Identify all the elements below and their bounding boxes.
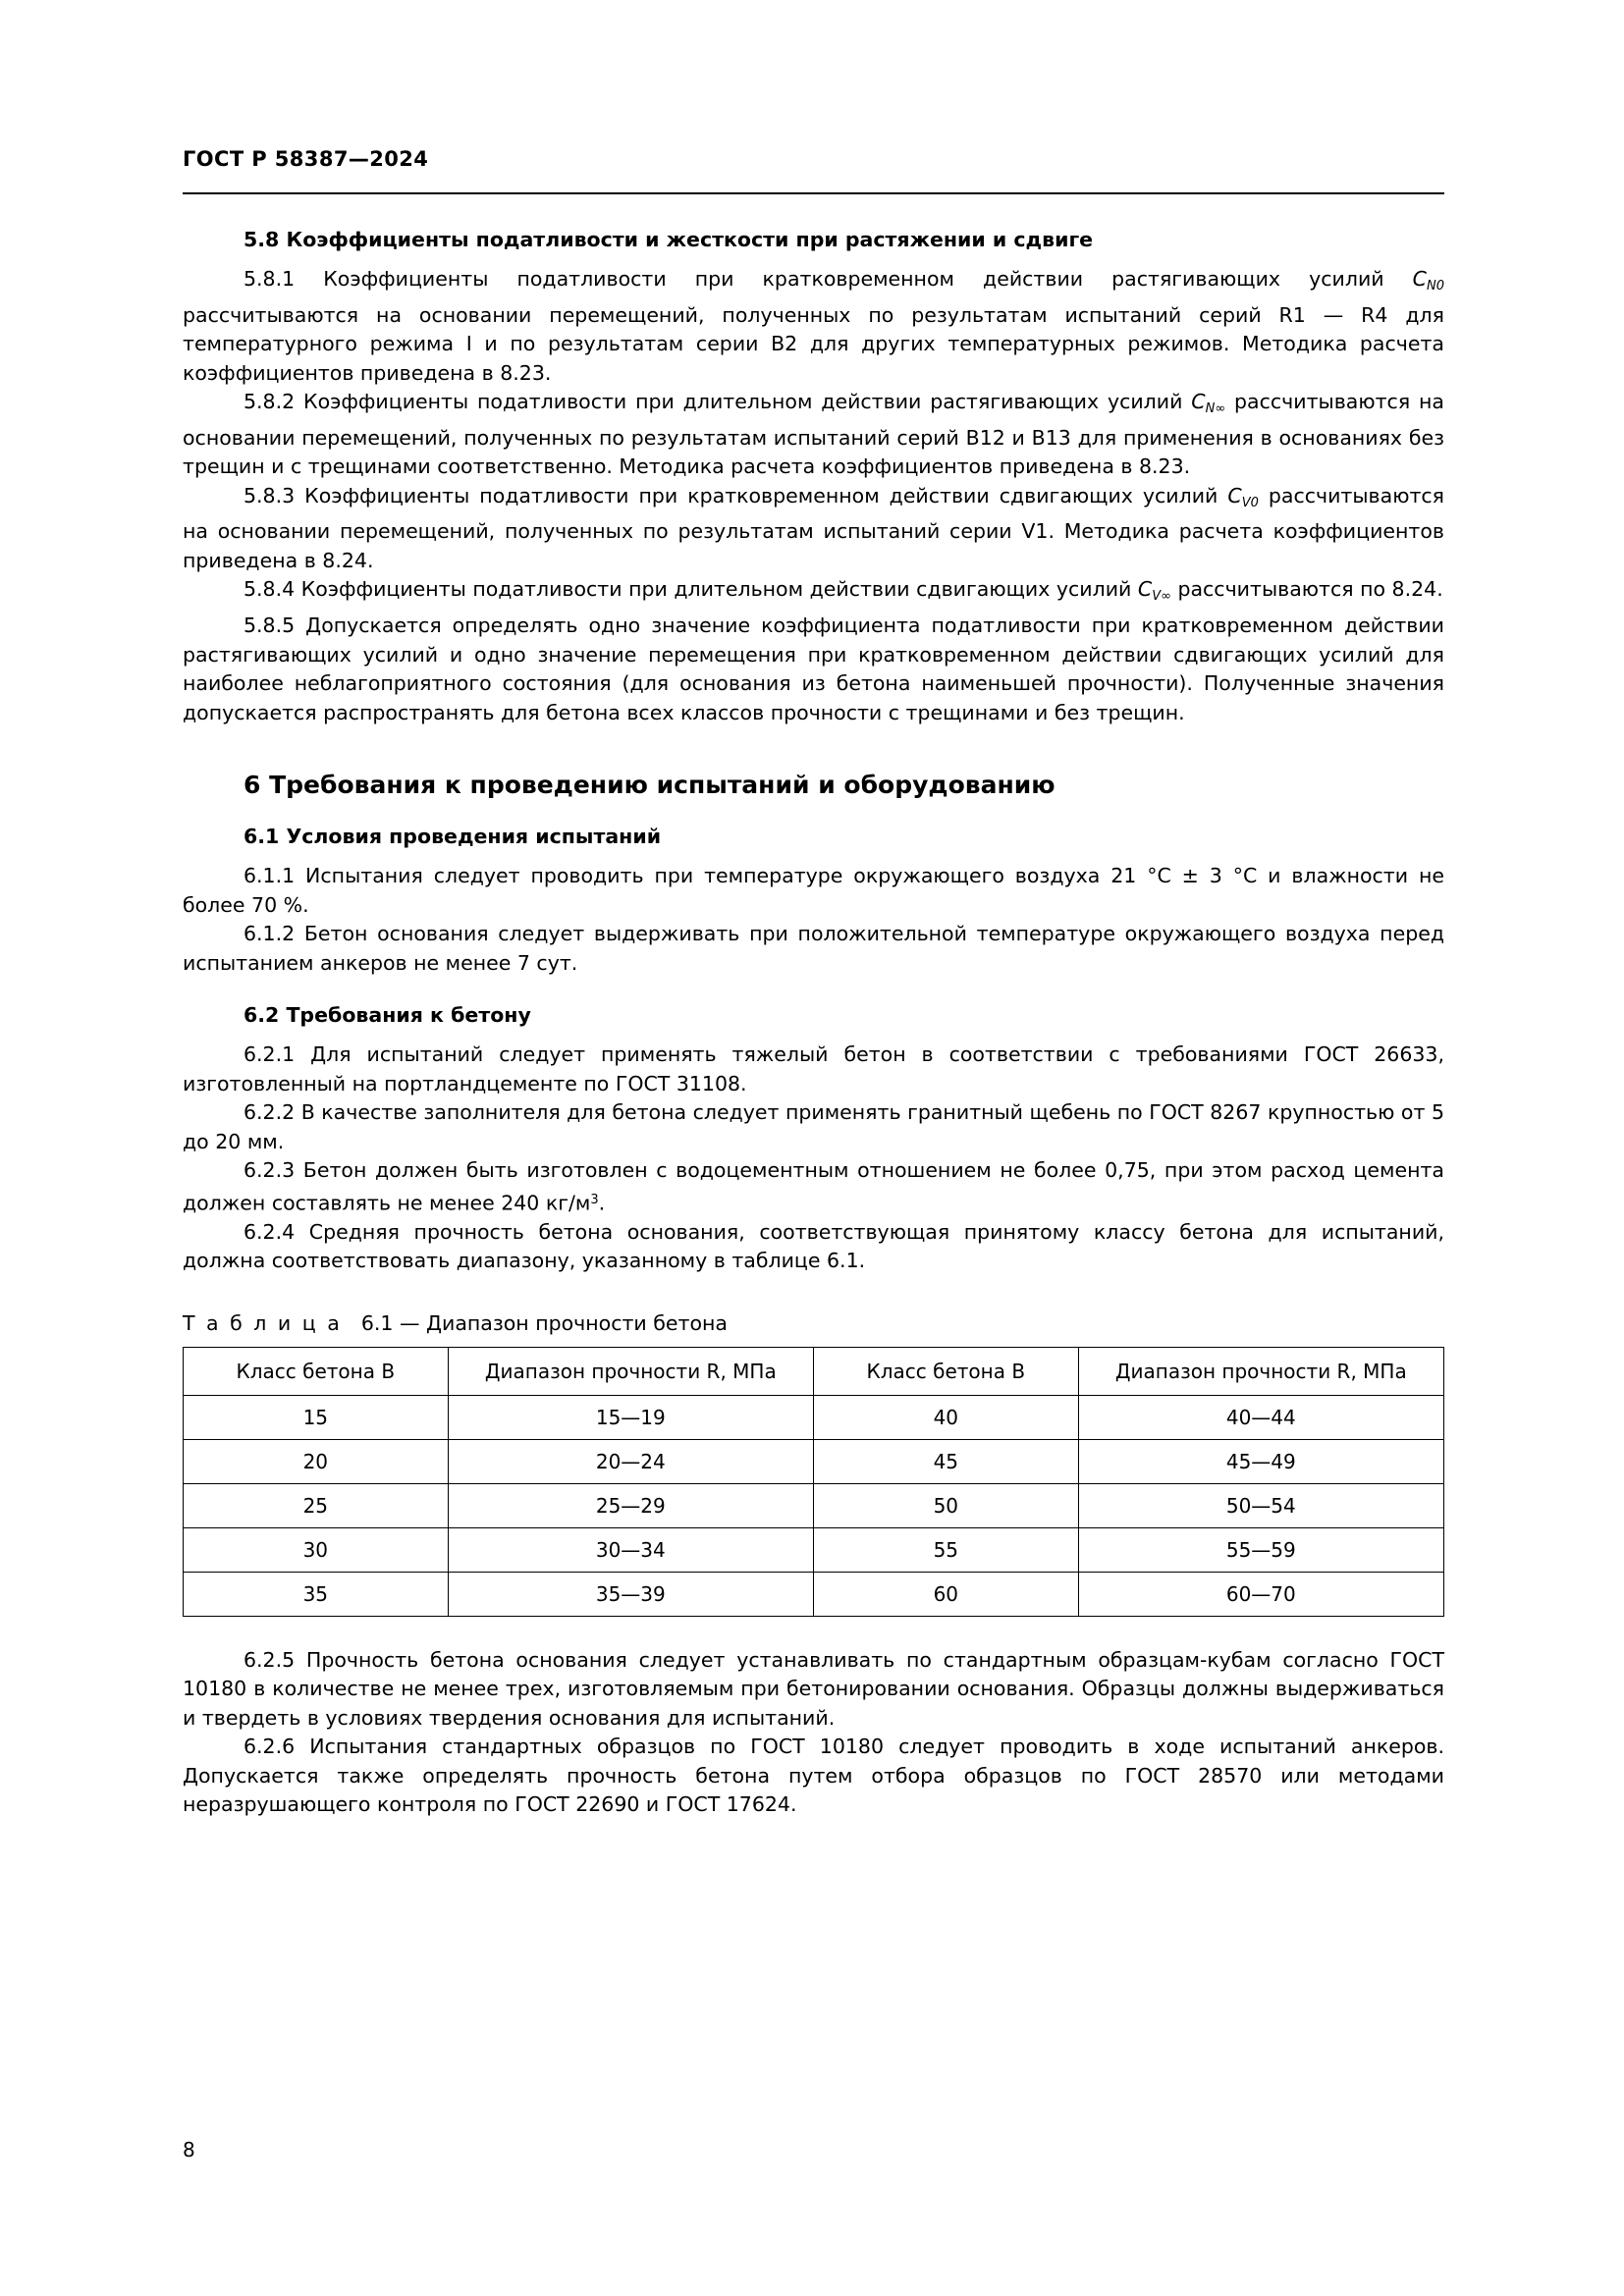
table-row <box>184 1395 1444 1439</box>
table-row <box>184 1439 1444 1483</box>
table-cell: 20—24 <box>448 1439 813 1483</box>
table-row <box>184 1527 1444 1572</box>
p584-subscript: V∞ <box>1152 589 1171 605</box>
table-caption-label: Т а б л и ц а <box>183 1310 343 1335</box>
table-cell: 20 <box>184 1439 449 1483</box>
table-header-cell: Диапазон прочности R, МПа <box>448 1347 813 1395</box>
p584-text-a: 5.8.4 Коэффициенты податливости при длительном действии сдвигающих усилий <box>244 577 1138 602</box>
table-header-cell: Класс бетона В <box>184 1347 449 1395</box>
page-number: 8 <box>183 2138 195 2162</box>
p583-text-b: рассчитываются на основании перемещений, полученных по результатам испытаний серии V1. Методика расчета коэффициентов приведена в 8.24. <box>183 483 1444 572</box>
table-cell: 35 <box>184 1572 449 1616</box>
spacer-after-table <box>183 1617 1444 1646</box>
page-content <box>183 147 1444 1820</box>
table-cell: 25 <box>184 1483 449 1527</box>
p581-text-b: рассчитываются на основании перемещений, полученных по результатам испытаний серий R1 — R4 для температурного режима I и по результатам серии B2 для других температурных режимов. Методика расчета коэффициентов приведена в 8.23. <box>183 302 1444 385</box>
p582-text-b: рассчитываются на основании перемещений, полученных по результатам испытаний серий B12 и B13 для применения в основаниях без трещин и с трещинами соответственно. Методика расчета коэффициентов приведена в 8.23. <box>183 390 1444 479</box>
heading-section-6: 6 Требования к проведению испытаний и оборудованию <box>244 771 1056 800</box>
table-cell: 45 <box>813 1439 1078 1483</box>
table-cell: 50—54 <box>1078 1483 1443 1527</box>
p581-subscript: N0 <box>1427 279 1444 294</box>
table-cell: 55—59 <box>1078 1527 1443 1572</box>
paragraph-5-8-5: 5.8.5 Допускается определять одно значение коэффициента податливости при кратковременном действии растягивающих усилий и одно значение перемещения при кратковременном действии сдвигающих усилий для наиболее неблагоприятного состояния (для основания из бетона наименьшей прочности). Полученные значения допускается распространять для бетона всех классов прочности с трещинами и без трещин. <box>183 614 1444 724</box>
page-header-standard: ГОСТ Р 58387—2024 <box>183 147 429 171</box>
table-cell: 30—34 <box>448 1527 813 1572</box>
table-cell: 40—44 <box>1078 1395 1443 1439</box>
p584-text-b: рассчитываются по 8.24. <box>1177 577 1443 602</box>
p584-symbol: C <box>1137 577 1153 602</box>
p581-symbol: C <box>1412 267 1427 291</box>
table-cell: 25—29 <box>448 1483 813 1527</box>
spacer-before-6-2 <box>183 978 1444 1003</box>
table-row <box>184 1483 1444 1527</box>
p582-symbol: C <box>1191 390 1206 414</box>
paragraph-6-2-4: 6.2.4 Средняя прочность бетона основания, соответствующая принятому классу бетона для испытаний, должна соответствовать диапазону, указанному в таблице 6.1. <box>183 1219 1444 1273</box>
table-header-cell: Диапазон прочности R, МПа <box>1078 1347 1443 1395</box>
paragraph-6-1-2: 6.1.2 Бетон основания следует выдерживать при положительной температуре окружающего воздуха перед испытанием анкеров не менее 7 сут. <box>183 922 1444 975</box>
table-header-cell: Класс бетона В <box>813 1347 1078 1395</box>
table-caption <box>183 1311 1444 1335</box>
table-cell: 45—49 <box>1078 1439 1443 1483</box>
paragraph-6-2-2: 6.2.2 В качестве заполнителя для бетона следует применять гранитный щебень по ГОСТ 8267 крупностью от 5 до 20 мм. <box>183 1100 1444 1153</box>
concrete-strength-table <box>183 1347 1444 1617</box>
table-cell: 55 <box>813 1527 1078 1572</box>
p583-subscript: V0 <box>1241 495 1259 510</box>
paragraph-5-8-3 <box>183 482 1444 576</box>
paragraph-5-8-4 <box>183 575 1444 612</box>
table-cell: 60 <box>813 1572 1078 1616</box>
table-header-row <box>184 1347 1444 1395</box>
table-cell: 30 <box>184 1527 449 1572</box>
table-cell: 15 <box>184 1395 449 1439</box>
p583-symbol: C <box>1227 483 1242 507</box>
heading-6-2: 6.2 Требования к бетону <box>244 1003 531 1028</box>
table-caption-text: 6.1 — Диапазон прочности бетона <box>360 1310 728 1335</box>
p623-superscript: 3 <box>590 1192 599 1207</box>
p582-subscript: N∞ <box>1205 401 1226 417</box>
paragraph-6-2-1: 6.2.1 Для испытаний следует применять тяжелый бетон в соответствии с требованиями ГОСТ 26633, изготовленный на портландцементе по ГОСТ 31108. <box>183 1042 1444 1095</box>
table-cell: 40 <box>813 1395 1078 1439</box>
p623-text-b: . <box>598 1191 606 1215</box>
heading-5-8: 5.8 Коэффициенты податливости и жесткости при растяжении и сдвиге <box>244 228 1094 251</box>
p581-text-a: 5.8.1 Коэффициенты податливости при кратковременном действии растягивающих усилий <box>244 267 1413 291</box>
p623-text-a: 6.2.3 Бетон должен быть изготовлен с водоцементным отношением не более 0,75, при этом расход цемента должен составлять не менее 240 кг/м <box>183 1158 1444 1215</box>
paragraph-5-8-2 <box>183 388 1444 482</box>
table-cell: 35—39 <box>448 1572 813 1616</box>
table-cell: 60—70 <box>1078 1572 1443 1616</box>
table-cell: 15—19 <box>448 1395 813 1439</box>
paragraph-6-2-3 <box>183 1156 1444 1218</box>
paragraph-5-8-1 <box>183 265 1444 388</box>
p582-text-a: 5.8.2 Коэффициенты податливости при длительном действии растягивающих усилий <box>244 390 1192 414</box>
heading-6-1: 6.1 Условия проведения испытаний <box>244 825 662 849</box>
paragraph-6-2-6: 6.2.6 Испытания стандартных образцов по ГОСТ 10180 следует проводить в ходе испытаний анкеров. Допускается также определять прочность бетона путем отбора образцов по ГОСТ 28570 или методами неразрушающего контроля по ГОСТ 22690 и ГОСТ 17624. <box>183 1735 1444 1817</box>
table-row <box>184 1572 1444 1616</box>
paragraph-6-2-5: 6.2.5 Прочность бетона основания следует устанавливать по стандартным образцам-кубам согласно ГОСТ 10180 в количестве не менее трех, изготовляемым при бетонировании основания. Образцы должны выдерживаться и твердеть в условиях твердения основания для испытаний. <box>183 1647 1444 1730</box>
paragraph-6-1-1: 6.1.1 Испытания следует проводить при температуре окружающего воздуха 21 °С ± 3 °С и влажности не более 70 %. <box>183 864 1444 917</box>
p583-text-a: 5.8.3 Коэффициенты податливости при кратковременном действии сдвигающих усилий <box>244 483 1228 507</box>
table-cell: 50 <box>813 1483 1078 1527</box>
